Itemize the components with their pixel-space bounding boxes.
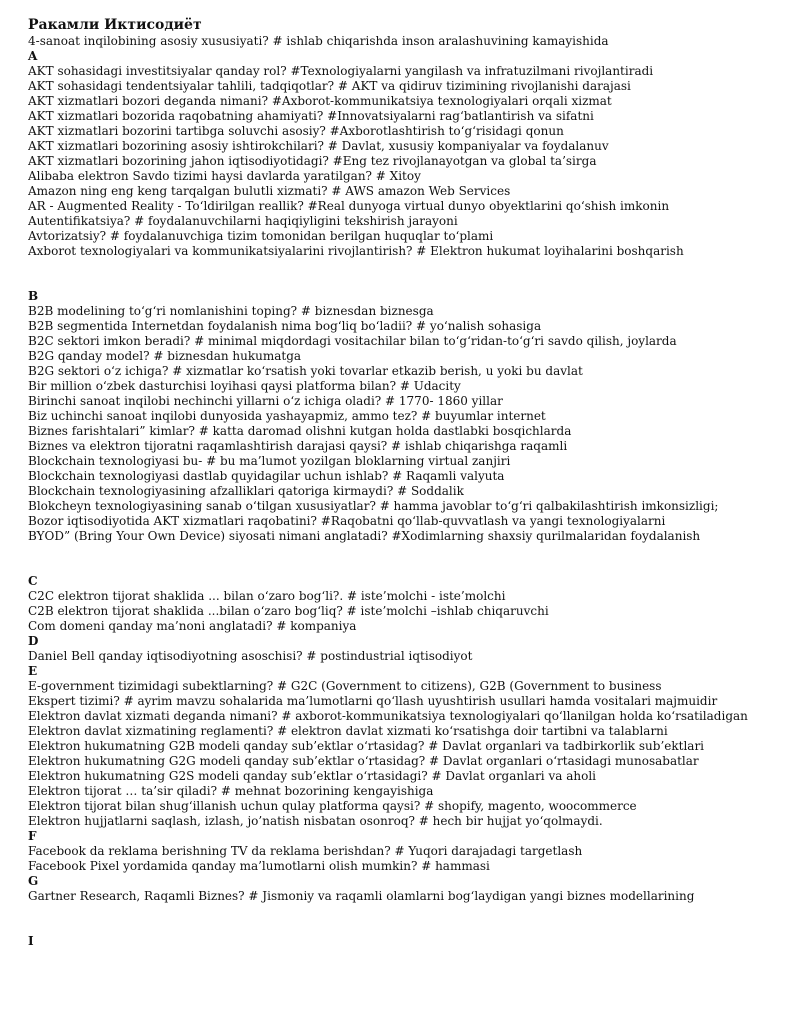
section-spacer	[28, 904, 788, 934]
qa-line: AKT xizmatlari bozorining jahon iqtisodiyotidagi? #Eng tez rivojlanayotgan va global ta’sirga	[28, 154, 597, 168]
qa-line: Alibaba elektron Savdo tizimi haysi davlarda yaratilgan? # Xitoy	[28, 169, 421, 183]
section-letter-e: E	[28, 664, 38, 678]
qa-line: Elektron tijorat … ta’sir qiladi? # mehnat bozorining kengayishiga	[28, 784, 434, 798]
qa-line: AKT xizmatlari bozori deganda nimani? #Axborot-kommunikatsiya texnologiyalari orqali xizmat	[28, 94, 612, 108]
qa-line: B2C sektori imkon beradi? # minimal miqdordagi vositachilar bilan to‘g‘ridan-to‘g‘ri savdo qilish, joylarda	[28, 334, 677, 348]
qa-line: B2B modelining to‘g‘ri nomlanishini toping? # biznesdan biznesga	[28, 304, 434, 318]
qa-line: C2B elektron tijorat shaklida ...bilan o‘zaro bog‘liq? # iste’molchi –ishlab chiqaruvchi	[28, 604, 549, 618]
section-letter-i: I	[28, 934, 34, 948]
qa-line: B2B segmentida Internetdan foydalanish nima bog‘liq bo‘ladii? # yo‘nalish sohasiga	[28, 319, 542, 333]
document-body	[28, 16, 788, 949]
qa-line: AR - Augmented Reality - To‘ldirilgan reallik? #Real dunyoga virtual dunyo obyektlarini qo‘shish imkonin	[28, 199, 670, 213]
qa-line: Birinchi sanoat inqilobi nechinchi yillarni o‘z ichiga oladi? # 1770- 1860 yillar	[28, 394, 503, 408]
qa-line: Amazon ning eng keng tarqalgan bulutli xizmati? # AWS amazon Web Services	[28, 184, 511, 198]
document-content	[28, 34, 788, 949]
section-letter-d: D	[28, 634, 39, 648]
qa-line: Elektron hujjatlarni saqlash, izlash, jo’natish nisbatan osonroq? # hech bir hujjat yo‘qolmaydi.	[28, 814, 603, 828]
section-letter-g: G	[28, 874, 39, 888]
qa-line: 4-sanoat inqilobining asosiy xususiyati? # ishlab chiqarishda inson aralashuvining kamayishida	[28, 34, 609, 48]
qa-line: BYOD” (Bring Your Own Device) siyosati nimani anglatadi? #Xodimlarning shaxsiy qurilmalaridan foydalanish	[28, 529, 701, 543]
qa-line: Biznes va elektron tijoratni raqamlashtirish darajasi qaysi? # ishlab chiqarishga raqamli	[28, 439, 568, 453]
qa-line: Bozor iqtisodiyotida AKT xizmatlari raqobatini? #Raqobatni qo‘llab-quvvatlash va yangi texnologiyalarni	[28, 514, 666, 528]
qa-line: Blockchain texnologiyasining afzalliklari qatoriga kirmaydi? # Soddalik	[28, 484, 464, 498]
section-letter-b: B	[28, 289, 39, 303]
qa-line: Com domeni qanday ma’noni anglatadi? # kompaniya	[28, 619, 357, 633]
section-spacer	[28, 544, 788, 574]
qa-line: AKT sohasidagi tendentsiyalar tahlili, tadqiqotlar? # AKT va qidiruv tizimining rivojlanishi darajasi	[28, 79, 631, 93]
qa-line: Biz uchinchi sanoat inqilobi dunyosida yashayapmiz, ammo tez? # buyumlar internet	[28, 409, 546, 423]
qa-line: Elektron davlat xizmatining reglamenti? # elektron davlat xizmati ko‘rsatishga doir tartibni va talablarni	[28, 724, 668, 738]
document-title: Ракамли Иктисодиёт	[28, 17, 202, 33]
qa-line: C2C elektron tijorat shaklida ... bilan o‘zaro bog‘li?. # iste’molchi - iste’molchi	[28, 589, 506, 603]
qa-line: Avtorizatsiy? # foydalanuvchiga tizim tomonidan berilgan huquqlar to‘plami	[28, 229, 494, 243]
qa-line: Elektron davlat xizmati deganda nimani? # axborot-kommunikatsiya texnologiyalari qo‘llanilgan holda ko‘rsatiladigan	[28, 709, 748, 723]
section-letter-c: C	[28, 574, 38, 588]
qa-line: AKT xizmatlari bozorida raqobatning ahamiyati? #Innovatsiyalarni rag‘batlantirish va sifatni	[28, 109, 594, 123]
qa-line: Elektron tijorat bilan shug‘illanish uchun qulay platforma qaysi? # shopify, magento, woocommerce	[28, 799, 637, 813]
qa-line: Gartner Research, Raqamli Biznes? # Jismoniy va raqamli olamlarni bog‘laydigan yangi biznes modellarining	[28, 889, 695, 903]
qa-line: Elektron hukumatning G2G modeli qanday sub’ektlar o‘rtasidag? # Davlat organlari o‘rtasidagi munosabatlar	[28, 754, 699, 768]
qa-line: Facebook da reklama berishning TV da reklama berishdan? # Yuqori darajadagi targetlash	[28, 844, 583, 858]
qa-line: AKT xizmatlari bozorining asosiy ishtirokchilari? # Davlat, xususiy kompaniyalar va foydalanuv	[28, 139, 609, 153]
qa-line: Elektron hukumatning G2B modeli qanday sub’ektlar o‘rtasidag? # Davlat organlari va tadbirkorlik sub’ektlari	[28, 739, 705, 753]
qa-line: Bir million o‘zbek dasturchisi loyihasi qaysi platforma bilan? # Udacity	[28, 379, 461, 393]
qa-line: Elektron hukumatning G2S modeli qanday sub’ektlar o‘rtasidagi? # Davlat organlari va aholi	[28, 769, 596, 783]
qa-line: Blokcheyn texnologiyasining sanab o‘tilgan xususiyatlar? # hamma javoblar to‘g‘ri qalbakilashtirish imkonsizligi;	[28, 499, 719, 513]
qa-line: Facebook Pixel yordamida qanday ma’lumotlarni olish mumkin? # hammasi	[28, 859, 490, 873]
qa-line: Biznes farishtalari” kimlar? # katta daromad olishni kutgan holda dastlabki bosqichlarda	[28, 424, 572, 438]
qa-line: Axborot texnologiyalari va kommunikatsiyalarini rivojlantirish? # Elektron hukumat loyihalarini boshqarish	[28, 244, 684, 258]
qa-line: E-government tizimidagi subektlarning? # G2C (Government to citizens), G2B (Government to business	[28, 679, 662, 693]
qa-line: Blockchain texnologiyasi bu- # bu ma’lumot yozilgan bloklarning virtual zanjiri	[28, 454, 511, 468]
qa-line: Blockchain texnologiyasi dastlab quyidagilar uchun ishlab? # Raqamli valyuta	[28, 469, 505, 483]
section-spacer	[28, 259, 788, 289]
qa-line: B2G sektori o‘z ichiga? # xizmatlar ko‘rsatish yoki tovarlar etkazib berish, u yoki bu davlat	[28, 364, 583, 378]
qa-line: Daniel Bell qanday iqtisodiyotning asoschisi? # postindustrial iqtisodiyot	[28, 649, 473, 663]
section-letter-a: A	[28, 49, 38, 63]
qa-line: Autentifikatsiya? # foydalanuvchilarni haqiqiyligini tekshirish jarayoni	[28, 214, 458, 228]
qa-line: B2G qanday model? # biznesdan hukumatga	[28, 349, 302, 363]
qa-line: AKT sohasidagi investitsiyalar qanday rol? #Texnologiyalarni yangilash va infratuzilmani rivojlantiradi	[28, 64, 654, 78]
qa-line: Ekspert tizimi? # ayrim mavzu sohalarida ma’lumotlarni qo‘llash uyushtirish usullari hamda vositalari majmuidir	[28, 694, 718, 708]
qa-line: AKT xizmatlari bozorini tartibga soluvchi asosiy? #Axborotlashtirish to‘g‘risidagi qonun	[28, 124, 564, 138]
section-letter-f: F	[28, 829, 37, 843]
